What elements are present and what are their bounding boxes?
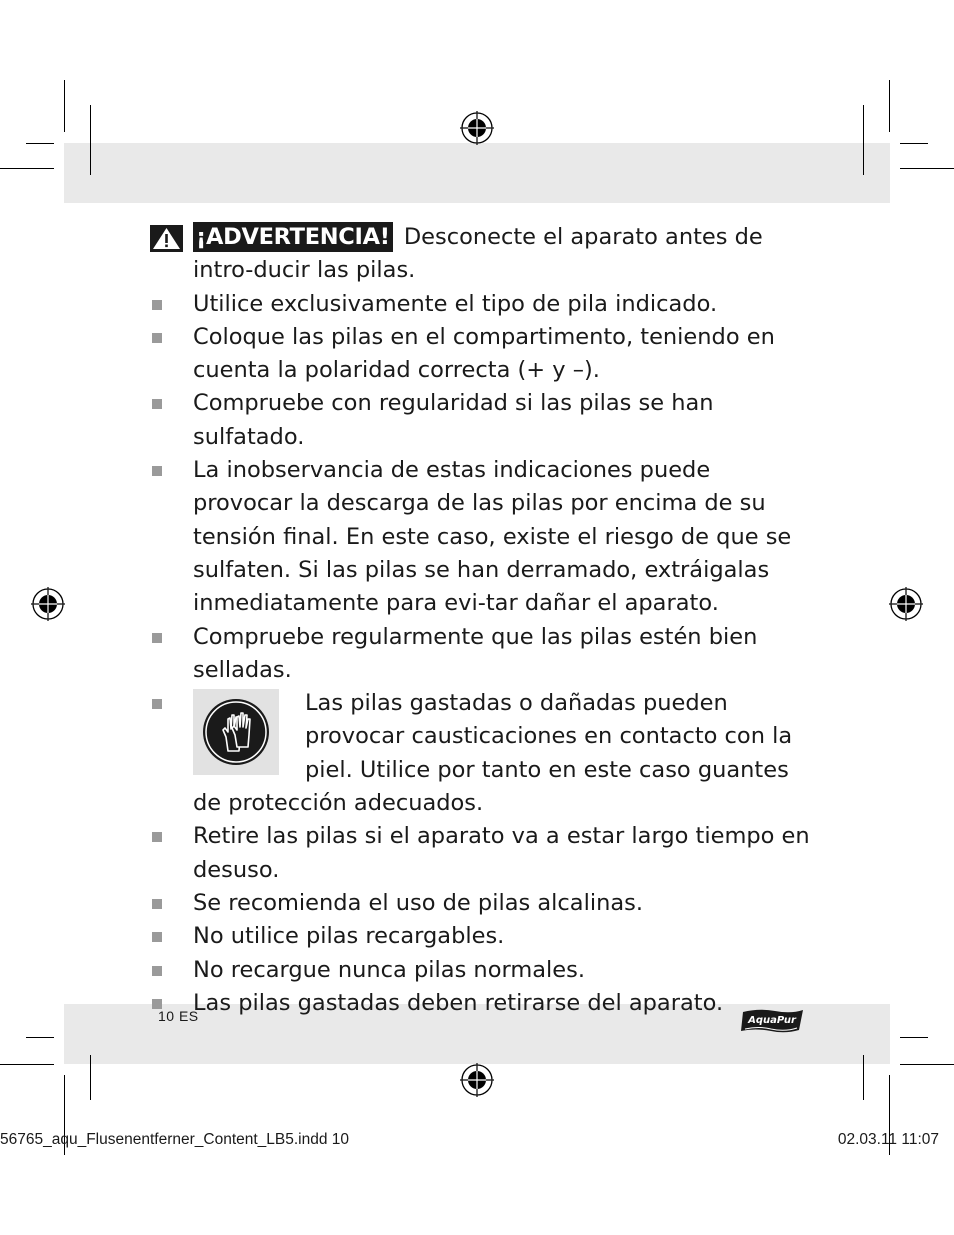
file-info-right: 02.03.11 11:07 [837, 1131, 939, 1148]
glove-warning-text: Las pilas gastadas o dañadas pueden provocar causticaciones en contacto con la piel. Utilice por tanto en este caso guantes de protección adecuados. [193, 690, 793, 817]
file-info-left: 56765_aqu_Flusenentferner_Content_LB5.indd 10 [0, 1131, 350, 1148]
list-item [150, 987, 810, 1020]
warning-text: Desconecte el aparato antes de intro-ducir las pilas. [193, 224, 763, 284]
crop-mark [863, 1055, 864, 1100]
list-item [150, 621, 810, 688]
list-item [150, 321, 810, 388]
registration-mark-icon [460, 111, 494, 145]
registration-mark-icon [889, 587, 923, 621]
crop-mark [90, 1055, 91, 1100]
list-item-text: Coloque las pilas en el compartimento, teniendo en cuenta la polaridad correcta (+ y –). [193, 323, 775, 384]
crop-mark [900, 168, 954, 169]
list-item [150, 454, 810, 620]
list-item-text: La inobservancia de estas indicaciones puede provocar la descarga de las pilas por encima de su tensión final. En este caso, existe el riesgo de que se sulfaten. Si las pilas se han derramado, extráigalas inmediatamente para evi-tar dañar el aparato. [193, 457, 792, 617]
bullet-square-icon [152, 300, 162, 310]
list-item-text: Las pilas gastadas deben retirarse del aparato. [193, 989, 724, 1016]
aquapur-logo [739, 1008, 805, 1034]
bullet-square-icon [152, 932, 162, 942]
bullet-square-icon [152, 832, 162, 842]
bullet-square-icon [152, 333, 162, 343]
list-item [150, 288, 810, 321]
bullet-square-icon [152, 699, 162, 709]
list-item [150, 887, 810, 920]
crop-mark [26, 143, 54, 144]
list-item-text: Compruebe regularmente que las pilas estén bien selladas. [193, 623, 758, 683]
list-item-text: No recargue nunca pilas normales. [193, 956, 585, 983]
crop-mark [90, 105, 91, 175]
warning-badge: ¡ADVERTENCIA! [193, 222, 393, 252]
crop-mark [863, 105, 864, 175]
glove-warning-item [150, 687, 810, 820]
bullet-square-icon [152, 466, 162, 476]
registration-mark-icon [460, 1063, 494, 1097]
crop-mark [0, 1064, 54, 1065]
svg-text:AquaPur: AquaPur [748, 1015, 796, 1026]
crop-mark [26, 1037, 54, 1038]
registration-mark-icon [31, 587, 65, 621]
crop-mark [0, 168, 54, 169]
crop-mark [64, 80, 65, 132]
header-band [64, 143, 890, 203]
list-item-text: Utilice exclusivamente el tipo de pila indicado. [193, 290, 718, 317]
crop-mark [900, 1037, 928, 1038]
crop-mark [889, 80, 890, 132]
list-item-text: Se recomienda el uso de pilas alcalinas. [193, 889, 643, 916]
list-item-text: Retire las pilas si el aparato va a estar largo tiempo en desuso. [193, 823, 810, 883]
list-item [150, 954, 810, 987]
list-item [150, 387, 810, 454]
bullet-square-icon [152, 633, 162, 643]
gloves-icon [193, 689, 279, 775]
list-item [150, 820, 810, 887]
list-item [150, 920, 810, 953]
page-number: 10 ES [158, 1008, 199, 1024]
bullet-square-icon [152, 399, 162, 409]
battery-safety-list [150, 221, 810, 1020]
list-item-text: No utilice pilas recargables. [193, 923, 505, 950]
bullet-square-icon [152, 899, 162, 909]
crop-mark [900, 143, 928, 144]
warning-triangle-icon [150, 225, 183, 252]
bullet-square-icon [152, 966, 162, 976]
list-item-text: Compruebe con regularidad si las pilas se han sulfatado. [193, 390, 714, 450]
warning-item [150, 221, 810, 288]
crop-mark [900, 1064, 954, 1065]
